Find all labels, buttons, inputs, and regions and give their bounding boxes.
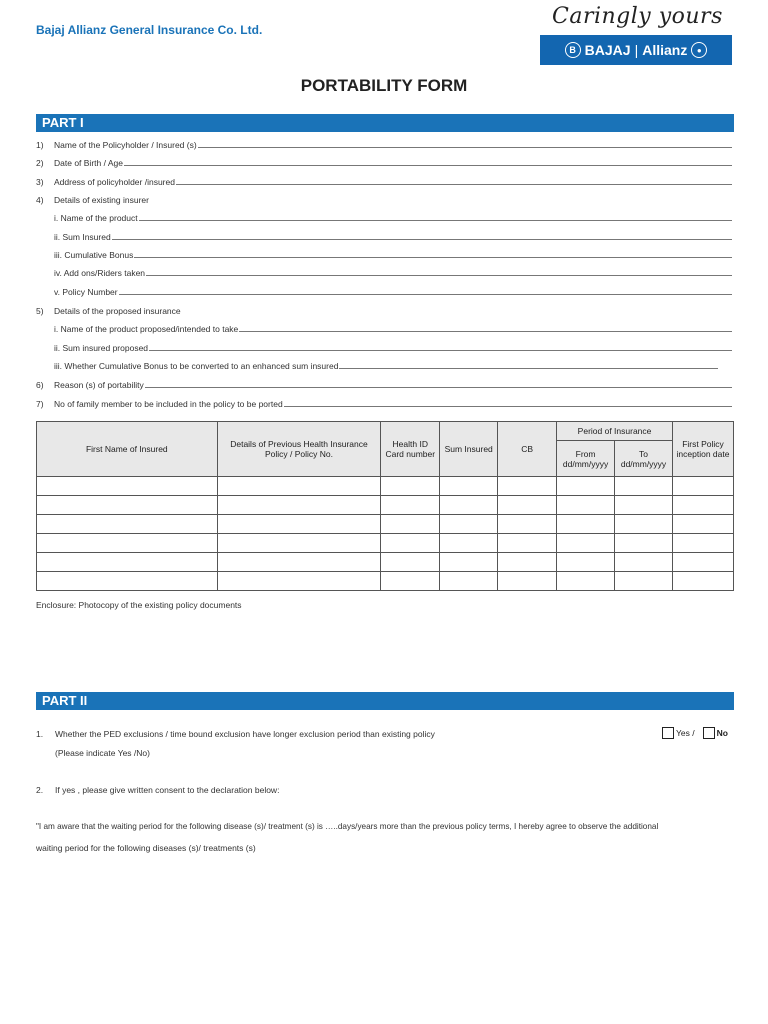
yes-checkbox[interactable] — [662, 727, 674, 739]
declaration-line-2: waiting period for the following diseases (s)/ treatments (s) — [36, 843, 256, 853]
field-portability-reason[interactable] — [36, 376, 732, 390]
insured-members-table — [36, 421, 734, 591]
table-cell[interactable] — [440, 572, 498, 591]
logo-left-text: BAJAJ — [584, 42, 631, 58]
field-number: 7) — [36, 399, 44, 409]
field-label: iii. Cumulative Bonus — [54, 250, 134, 260]
table-cell[interactable] — [557, 477, 615, 496]
header-first-name: First Name of Insured — [37, 422, 218, 477]
allianz-eagle-icon: ● — [691, 42, 707, 58]
q1-number: 1. — [36, 729, 44, 739]
table-cell[interactable] — [37, 572, 218, 591]
table-cell[interactable] — [615, 534, 673, 553]
field-number: 5) — [36, 306, 44, 316]
tagline: Caringly yours — [552, 4, 723, 29]
field-family-members[interactable] — [36, 395, 732, 409]
table-cell[interactable] — [498, 572, 557, 591]
table-cell[interactable] — [615, 553, 673, 572]
field-proposed-insurance — [36, 302, 732, 316]
table-cell[interactable] — [557, 553, 615, 572]
field-label: Details of existing insurer — [54, 195, 149, 205]
field-proposed-product[interactable] — [36, 320, 732, 334]
field-label: Name of the Policyholder / Insured (s) — [54, 140, 197, 150]
field-label: Address of policyholder /insured — [54, 177, 175, 187]
table-cell[interactable] — [498, 515, 557, 534]
table-row — [37, 572, 734, 591]
field-label: Date of Birth / Age — [54, 158, 123, 168]
field-number: 6) — [36, 380, 44, 390]
header-from: From dd/mm/yyyy — [557, 441, 615, 477]
field-label: ii. Sum insured proposed — [54, 343, 149, 353]
table-cell[interactable] — [381, 515, 440, 534]
field-number: 2) — [36, 158, 44, 168]
table-cell[interactable] — [498, 534, 557, 553]
table-cell[interactable] — [381, 496, 440, 515]
header-health-id: Health ID Card number — [381, 422, 440, 477]
field-number: 4) — [36, 195, 44, 205]
fill-line[interactable] — [149, 350, 732, 351]
table-cell[interactable] — [557, 515, 615, 534]
field-policy-number[interactable] — [36, 283, 732, 297]
table-cell[interactable] — [217, 496, 381, 515]
table-cell[interactable] — [673, 553, 734, 572]
field-cumulative-bonus-conversion[interactable] — [36, 357, 718, 371]
table-cell[interactable] — [440, 534, 498, 553]
field-label: ii. Sum Insured — [54, 232, 111, 242]
field-number: 3) — [36, 177, 44, 187]
logo-separator: | — [634, 42, 639, 58]
field-proposed-sum-insured[interactable] — [36, 339, 732, 353]
company-name: Bajaj Allianz General Insurance Co. Ltd. — [36, 23, 263, 37]
fill-line[interactable] — [134, 257, 732, 258]
field-label: No of family member to be included in the policy to be ported — [54, 399, 283, 409]
field-add-ons[interactable] — [36, 264, 732, 278]
enclosure-note: Enclosure: Photocopy of the existing policy documents — [36, 600, 242, 610]
fill-line[interactable] — [119, 294, 732, 295]
field-label: Details of the proposed insurance — [54, 306, 181, 316]
logo-right-text: Allianz — [642, 42, 688, 58]
q1-text: Whether the PED exclusions / time bound exclusion have longer exclusion period than existing policy — [55, 729, 435, 739]
table-cell[interactable] — [557, 534, 615, 553]
field-label: iii. Whether Cumulative Bonus to be converted to an enhanced sum insured — [54, 361, 339, 371]
table-cell[interactable] — [381, 534, 440, 553]
table-row — [37, 515, 734, 534]
table-cell[interactable] — [217, 534, 381, 553]
q2-text: If yes , please give written consent to the declaration below: — [55, 785, 280, 795]
no-checkbox[interactable] — [703, 727, 715, 739]
field-label: iv. Add ons/Riders taken — [54, 268, 146, 278]
table-cell[interactable] — [37, 553, 218, 572]
header-to: To dd/mm/yyyy — [615, 441, 673, 477]
table-row — [37, 553, 734, 572]
table-cell[interactable] — [498, 496, 557, 515]
table-cell[interactable] — [673, 477, 734, 496]
table-cell[interactable] — [673, 534, 734, 553]
table-cell[interactable] — [217, 572, 381, 591]
table-cell[interactable] — [381, 477, 440, 496]
fill-line[interactable] — [124, 165, 732, 166]
table-cell[interactable] — [440, 553, 498, 572]
field-product-name[interactable] — [36, 209, 732, 223]
table-cell[interactable] — [557, 496, 615, 515]
field-cumulative-bonus[interactable] — [36, 246, 732, 260]
table-cell[interactable] — [615, 496, 673, 515]
field-policyholder-name[interactable] — [36, 136, 732, 150]
fill-line[interactable] — [239, 331, 732, 332]
table-cell[interactable] — [440, 515, 498, 534]
table-cell[interactable] — [37, 496, 218, 515]
yes-label: Yes / — [676, 728, 695, 738]
table-row — [37, 496, 734, 515]
fill-line[interactable] — [198, 147, 732, 148]
table-cell[interactable] — [37, 515, 218, 534]
table-cell[interactable] — [37, 534, 218, 553]
fill-line[interactable] — [284, 406, 732, 407]
field-date-of-birth[interactable] — [36, 154, 732, 168]
q2-number: 2. — [36, 785, 44, 795]
fill-line[interactable] — [112, 239, 732, 240]
table-cell[interactable] — [498, 477, 557, 496]
table-cell[interactable] — [217, 553, 381, 572]
header-previous-policy: Details of Previous Health Insurance Policy / Policy No. — [217, 422, 381, 477]
field-label: v. Policy Number — [54, 287, 118, 297]
no-label: No — [716, 728, 728, 738]
part1-heading: PART I — [36, 114, 734, 132]
table-cell[interactable] — [217, 477, 381, 496]
table-cell[interactable] — [557, 572, 615, 591]
field-label: i. Name of the product — [54, 213, 138, 223]
field-label: i. Name of the product proposed/intended to take — [54, 324, 239, 334]
table-row — [37, 477, 734, 496]
q1-note: (Please indicate Yes /No) — [55, 748, 150, 758]
table-cell[interactable] — [498, 553, 557, 572]
part2-heading: PART II — [36, 692, 734, 710]
page-title: PORTABILITY FORM — [300, 76, 468, 95]
table-cell[interactable] — [615, 572, 673, 591]
table-cell[interactable] — [381, 572, 440, 591]
header-inception-date: First Policy inception date — [673, 422, 734, 477]
fill-line[interactable] — [176, 184, 732, 185]
bajaj-allianz-logo — [540, 35, 732, 65]
table-cell[interactable] — [440, 496, 498, 515]
table-cell[interactable] — [37, 477, 218, 496]
field-existing-insurer — [36, 191, 732, 205]
table-cell[interactable] — [673, 515, 734, 534]
table-cell[interactable] — [217, 515, 381, 534]
table-cell[interactable] — [673, 572, 734, 591]
table-cell[interactable] — [440, 477, 498, 496]
bajaj-b-icon: B — [565, 42, 581, 58]
table-cell[interactable] — [615, 477, 673, 496]
table-cell[interactable] — [615, 515, 673, 534]
table-cell[interactable] — [673, 496, 734, 515]
fill-line[interactable] — [139, 220, 732, 221]
header-period: Period of Insurance — [557, 422, 673, 441]
field-number: 1) — [36, 140, 44, 150]
field-sum-insured[interactable] — [36, 228, 732, 242]
yes-no-group — [662, 727, 728, 739]
fill-line[interactable] — [339, 368, 718, 369]
fill-line[interactable] — [146, 275, 732, 276]
header-cb: CB — [498, 422, 557, 477]
header-sum-insured: Sum Insured — [440, 422, 498, 477]
fill-line[interactable] — [145, 387, 732, 388]
field-address[interactable] — [36, 173, 732, 187]
field-label: Reason (s) of portability — [54, 380, 144, 390]
table-cell[interactable] — [381, 553, 440, 572]
table-row — [37, 534, 734, 553]
declaration-line-1: "I am aware that the waiting period for the following disease (s)/ treatment (s) is …..days/years more than the previous policy terms, I hereby agree to observe the additional — [36, 822, 659, 831]
